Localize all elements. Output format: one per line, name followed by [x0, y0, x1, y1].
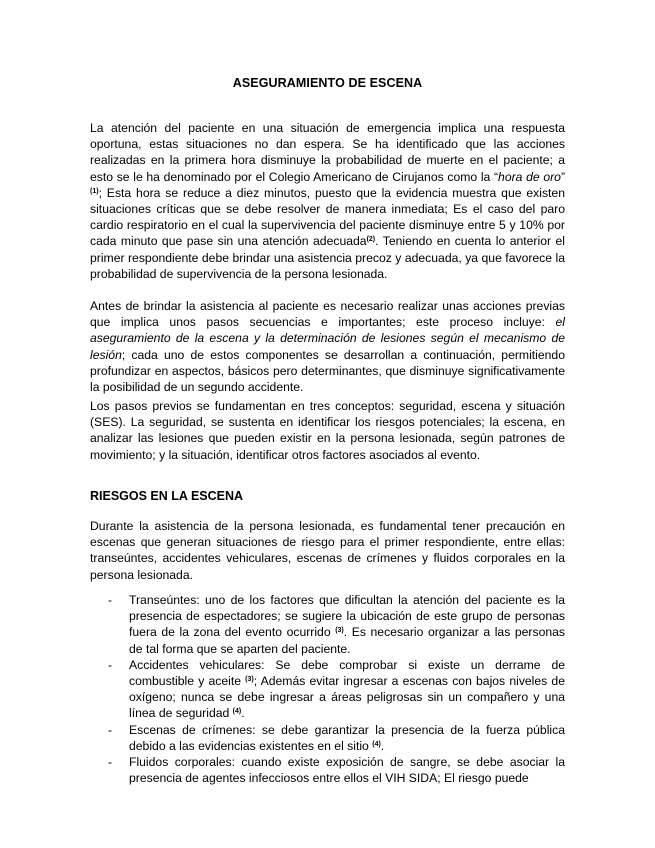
- reference: (3): [335, 627, 344, 635]
- list-item: - Transeúntes: uno de los factores que dificultan la atención del paciente es la presencia de espectadores; se sugiere la ubicación de este grupo de personas fuera de la zona del evento ocurrido $^{(3)}$. Es necesario organizar a las personas de tal forma que se aparten del paciente.: [108, 593, 565, 656]
- section-heading: RIESGOS EN LA ESCENA: [90, 489, 244, 503]
- emphasis-process: el aseguramiento de la escena y la determinación de lesiones según el mecanismo de lesión: [90, 315, 565, 362]
- reference: (4): [372, 740, 381, 748]
- reference: (4): [232, 708, 242, 716]
- list-item: - Fluidos corporales: cuando existe exposición de sangre, se debe asociar la presencia de agentes infecciosos entre ellos el VIH SIDA; El riesgo puede: [108, 755, 565, 786]
- risk-list: [90, 592, 565, 786]
- paragraph-actions: Antes de brindar la asistencia al paciente es necesario realizar unas acciones previas que implica unos pasos secuencias e importantes; este proceso incluye: el aseguramiento de la escena y la determinación de lesiones según el mecanismo de lesión; cada uno de estos componentes se desarrollan a continuación, permitiendo profundizar en aspectos, básicos pero determinantes, que disminuye significativamente la posibilidad de un segundo accidente.: [90, 299, 565, 395]
- reference-1: (1): [90, 187, 99, 195]
- paragraph-risks: Durante la asistencia de la persona lesionada, es fundamental tener precaución en escenas que generan situaciones de riesgo para el primer respondiente, entre ellas: transeúntes, accidentes vehiculares, escenas de crímenes y fluidos corporales en la persona lesionada.: [90, 519, 565, 582]
- page-title: ASEGURAMIENTO DE ESCENA: [232, 76, 423, 90]
- reference: (3): [245, 676, 254, 684]
- paragraph-intro: La atención del paciente en una situación de emergencia implica una respuesta oportuna, estas situaciones no dan espera. Se ha identificado que las acciones realizadas en la primera hora disminuye la probabilidad de muerte en el paciente; a esto se le ha denominado por el Colegio Americano de Cirujanos como la “hora de oro” $^{(1)}$; Esta hora se reduce a diez minutos, puesto que la evidencia muestra que existen situaciones críticas que se debe resolver de manera inmediata; Es el caso del paro cardio respiratorio en el cual la supervivencia del paciente disminuye entre 5 y 10% por cada minuto que pase sin una atención adecuada$^{(2)}$. Teniendo en cuenta lo anterior el primer respondiente debe brindar una asistencia precoz y adecuada, ya que favorece la probabilidad de supervivencia de la persona lesionada.: [90, 121, 565, 281]
- list-item: - Escenas de crímenes: se debe garantizar la presencia de la fuerza pública debido a las evidencias existentes en el sitio $^{(4)}$.: [108, 722, 565, 753]
- paragraph-ses: Los pasos previos se fundamentan en tres conceptos: seguridad, escena y situación (SES). La seguridad, se sustenta en identificar los riesgos potenciales; la escena, en analizar las lesiones que pueden existir en la persona lesionada, según patrones de movimiento; y la situación, identificar otros factores asociados al evento.: [90, 399, 565, 462]
- list-item: - Accidentes vehiculares: Se debe comprobar si existe un derrame de combustible y aceite $^{(3)}$; Además evitar ingresar a escenas con bajos niveles de oxígeno; nunca se debe ingresar a áreas peligrosas sin un compañero y una línea de seguridad $^{(4)}$.: [108, 657, 565, 721]
- emphasis-hora-de-oro: hora de oro: [498, 169, 561, 184]
- reference-2: (2): [366, 236, 376, 244]
